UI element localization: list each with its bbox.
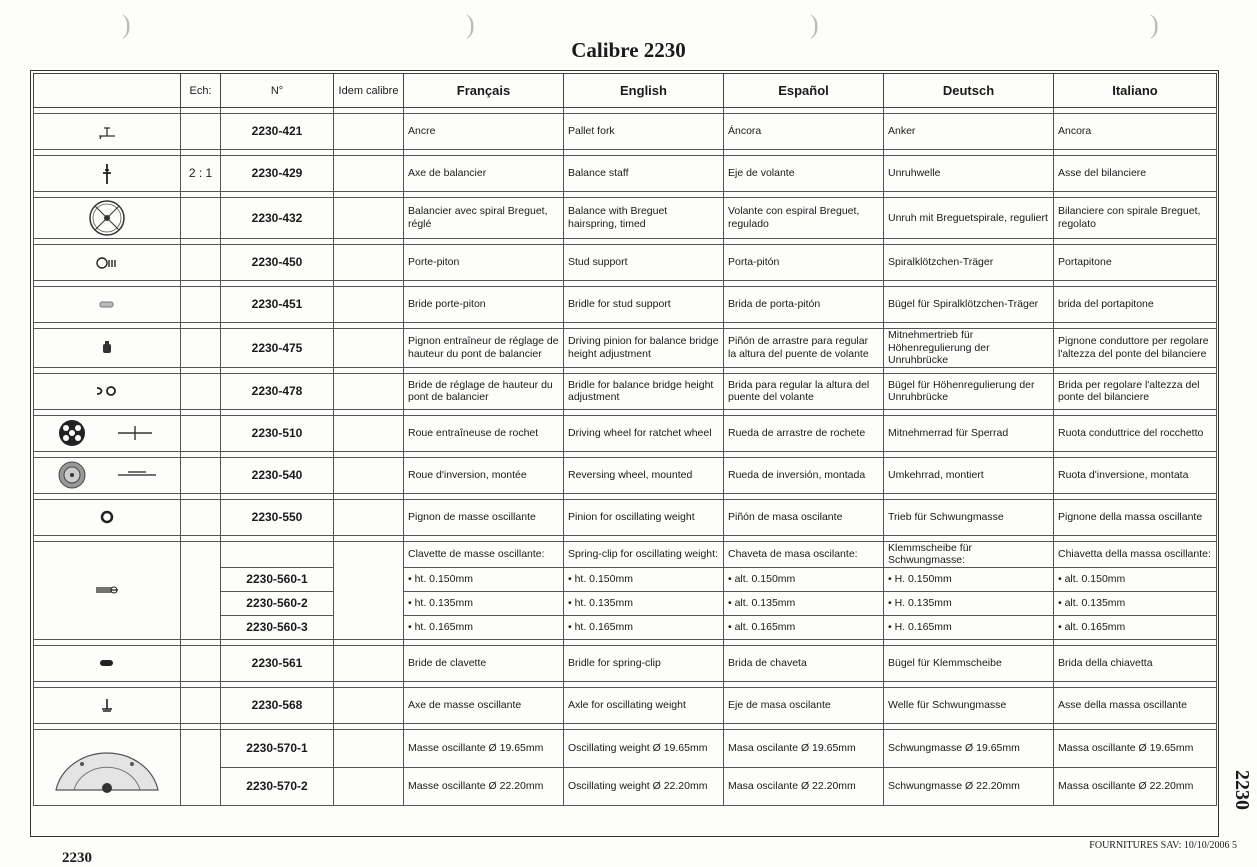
cell-de: Klemmscheibe für Schwungmasse: bbox=[884, 541, 1054, 567]
cell-it: • alt. 0.165mm bbox=[1054, 615, 1217, 639]
cell-idem bbox=[334, 329, 404, 368]
cell-es: Eje de masa oscilante bbox=[724, 687, 884, 723]
header-number: N° bbox=[221, 74, 334, 108]
header-idem: Idem calibre bbox=[334, 74, 404, 108]
cell-es: Brida para regular la altura del puente del volante bbox=[724, 373, 884, 409]
cell-idem bbox=[334, 687, 404, 723]
cell-it: Brida della chiavetta bbox=[1054, 645, 1217, 681]
side-label: 2230 bbox=[1231, 770, 1253, 810]
header-english: English bbox=[564, 74, 724, 108]
cell-it: Asse della massa oscillante bbox=[1054, 687, 1217, 723]
cell-fr: Masse oscillante Ø 19.65mm bbox=[404, 729, 564, 767]
cell-en: Bridle for spring-clip bbox=[564, 645, 724, 681]
part-image bbox=[34, 156, 181, 192]
cell-de: Schwungmasse Ø 19.65mm bbox=[884, 729, 1054, 767]
driving-wheel-icon bbox=[52, 427, 162, 439]
cell-it: Asse del bilanciere bbox=[1054, 156, 1217, 192]
cell-de: Welle für Schwungmasse bbox=[884, 687, 1054, 723]
cell-en: Balance with Breguet hairspring, timed bbox=[564, 198, 724, 239]
cell-de: Mitnehmertrieb für Höhenregulierung der Unruhbrücke bbox=[884, 329, 1054, 368]
cell-fr: Masse oscillante Ø 22.20mm bbox=[404, 767, 564, 805]
part-image bbox=[34, 729, 181, 805]
cell-es: Volante con espiral Breguet, regulado bbox=[724, 198, 884, 239]
cell-de: • H. 0.165mm bbox=[884, 615, 1054, 639]
cell-en: Oscillating weight Ø 19.65mm bbox=[564, 729, 724, 767]
cell-de: Bügel für Spiralklötzchen-Träger bbox=[884, 287, 1054, 323]
cell-idem bbox=[334, 541, 404, 639]
cell-it: brida del portapitone bbox=[1054, 287, 1217, 323]
cell-es: • alt. 0.135mm bbox=[724, 591, 884, 615]
header-italian: Italiano bbox=[1054, 74, 1217, 108]
cell-idem bbox=[334, 373, 404, 409]
oscillating-axle-icon bbox=[99, 699, 115, 711]
cell-number: 2230-451 bbox=[221, 287, 334, 323]
part-image bbox=[34, 245, 181, 281]
cell-de: Schwungmasse Ø 22.20mm bbox=[884, 767, 1054, 805]
cell-it: Pignone conduttore per regolare l'altezza del ponte del bilanciere bbox=[1054, 329, 1217, 368]
part-image bbox=[34, 541, 181, 639]
part-image bbox=[34, 114, 181, 150]
cell-es: Chaveta de masa oscilante: bbox=[724, 541, 884, 567]
cell-fr: • ht. 0.165mm bbox=[404, 615, 564, 639]
cell-fr: Balancier avec spiral Breguet, réglé bbox=[404, 198, 564, 239]
cell-de: • H. 0.150mm bbox=[884, 567, 1054, 591]
cell-fr: Ancre bbox=[404, 114, 564, 150]
table-row bbox=[34, 156, 1217, 192]
cell-de: • H. 0.135mm bbox=[884, 591, 1054, 615]
part-image bbox=[34, 687, 181, 723]
cell-ech bbox=[181, 373, 221, 409]
header-row bbox=[34, 74, 1217, 108]
cell-en: Pallet fork bbox=[564, 114, 724, 150]
cell-it: Ruota conduttrice del rocchetto bbox=[1054, 415, 1217, 451]
cell-fr: Pignon de masse oscillante bbox=[404, 499, 564, 535]
cell-de: Bügel für Höhenregulierung der Unruhbrücke bbox=[884, 373, 1054, 409]
cell-ech bbox=[181, 499, 221, 535]
table-row bbox=[34, 499, 1217, 535]
table-row bbox=[34, 645, 1217, 681]
cell-it: Pignone della massa oscillante bbox=[1054, 499, 1217, 535]
cell-it: Ancora bbox=[1054, 114, 1217, 150]
cell-fr: Axe de masse oscillante bbox=[404, 687, 564, 723]
cell-it: Chiavetta della massa oscillante: bbox=[1054, 541, 1217, 567]
cell-es: Masa oscilante Ø 22.20mm bbox=[724, 767, 884, 805]
cell-number bbox=[221, 541, 334, 567]
cell-de: Unruhwelle bbox=[884, 156, 1054, 192]
balance-staff-icon bbox=[100, 167, 114, 179]
cell-es: Porta-pitón bbox=[724, 245, 884, 281]
cell-fr: Roue d'inversion, montée bbox=[404, 457, 564, 493]
cell-it: Bilanciere con spirale Breguet, regolato bbox=[1054, 198, 1217, 239]
reversing-wheel-icon bbox=[52, 469, 162, 481]
cell-fr: Clavette de masse oscillante: bbox=[404, 541, 564, 567]
part-image bbox=[34, 198, 181, 239]
cell-es: Brida de chaveta bbox=[724, 645, 884, 681]
cell-idem bbox=[334, 645, 404, 681]
cell-idem bbox=[334, 457, 404, 493]
cell-number: 2230-475 bbox=[221, 329, 334, 368]
cell-es: Piñón de arrastre para regular la altura del puente de volante bbox=[724, 329, 884, 368]
cell-ech bbox=[181, 198, 221, 239]
cell-fr: • ht. 0.135mm bbox=[404, 591, 564, 615]
table-row bbox=[34, 457, 1217, 493]
part-image bbox=[34, 329, 181, 368]
cell-es: Rueda de arrastre de rochete bbox=[724, 415, 884, 451]
part-image bbox=[34, 457, 181, 493]
header-spanish: Español bbox=[724, 74, 884, 108]
cell-number: 2230-421 bbox=[221, 114, 334, 150]
cell-en: Driving wheel for ratchet wheel bbox=[564, 415, 724, 451]
cell-idem bbox=[334, 767, 404, 805]
part-image bbox=[34, 373, 181, 409]
table-row bbox=[34, 541, 1217, 567]
cell-idem bbox=[334, 198, 404, 239]
cell-ech bbox=[181, 329, 221, 368]
stud-support-icon bbox=[93, 256, 121, 268]
cell-idem bbox=[334, 415, 404, 451]
part-image bbox=[34, 499, 181, 535]
cell-fr: • ht. 0.150mm bbox=[404, 567, 564, 591]
cell-es: Brida de porta-pitón bbox=[724, 287, 884, 323]
cell-es: Eje de volante bbox=[724, 156, 884, 192]
cell-ech bbox=[181, 541, 221, 639]
table-row bbox=[34, 198, 1217, 239]
cell-de: Trieb für Schwungmasse bbox=[884, 499, 1054, 535]
parts-table bbox=[33, 73, 1217, 806]
cell-it: • alt. 0.135mm bbox=[1054, 591, 1217, 615]
cell-idem bbox=[334, 156, 404, 192]
cell-number: 2230-561 bbox=[221, 645, 334, 681]
cell-number: 2230-429 bbox=[221, 156, 334, 192]
cell-en: Bridle for balance bridge height adjustment bbox=[564, 373, 724, 409]
cell-ech bbox=[181, 457, 221, 493]
cell-ech bbox=[181, 287, 221, 323]
cell-it: Brida per regolare l'altezza del ponte del bilanciere bbox=[1054, 373, 1217, 409]
cell-ech bbox=[181, 245, 221, 281]
cell-idem bbox=[334, 245, 404, 281]
height-bridle-icon bbox=[95, 385, 119, 397]
header-ech: Ech: bbox=[181, 74, 221, 108]
cell-es: Áncora bbox=[724, 114, 884, 150]
oscillating-weight-icon bbox=[52, 761, 162, 773]
part-image bbox=[34, 287, 181, 323]
cell-idem bbox=[334, 114, 404, 150]
cell-ech bbox=[181, 645, 221, 681]
cell-de: Unruh mit Breguetspirale, reguliert bbox=[884, 198, 1054, 239]
cell-en: Bridle for stud support bbox=[564, 287, 724, 323]
cell-idem bbox=[334, 287, 404, 323]
cell-ech: 2 : 1 bbox=[181, 156, 221, 192]
cell-en: Reversing wheel, mounted bbox=[564, 457, 724, 493]
cell-de: Bügel für Klemmscheibe bbox=[884, 645, 1054, 681]
cell-es: • alt. 0.165mm bbox=[724, 615, 884, 639]
cell-fr: Porte-piton bbox=[404, 245, 564, 281]
cell-number: 2230-570-1 bbox=[221, 729, 334, 767]
cell-de: Umkehrrad, montiert bbox=[884, 457, 1054, 493]
table-row bbox=[34, 729, 1217, 767]
cell-fr: Bride porte-piton bbox=[404, 287, 564, 323]
cell-number: 2230-450 bbox=[221, 245, 334, 281]
table-row bbox=[34, 373, 1217, 409]
cell-number: 2230-560-2 bbox=[221, 591, 334, 615]
cell-de: Mitnehmerrad für Sperrad bbox=[884, 415, 1054, 451]
cell-ech bbox=[181, 687, 221, 723]
cell-it: • alt. 0.150mm bbox=[1054, 567, 1217, 591]
cell-en: Stud support bbox=[564, 245, 724, 281]
cell-number: 2230-560-1 bbox=[221, 567, 334, 591]
cell-ech bbox=[181, 415, 221, 451]
table-row bbox=[34, 114, 1217, 150]
cell-number: 2230-568 bbox=[221, 687, 334, 723]
cell-es: Rueda de inversión, montada bbox=[724, 457, 884, 493]
table-row bbox=[34, 329, 1217, 368]
cell-fr: Axe de balancier bbox=[404, 156, 564, 192]
table-row bbox=[34, 287, 1217, 323]
parts-table-frame bbox=[30, 70, 1219, 837]
part-image bbox=[34, 415, 181, 451]
cell-it: Ruota d'inversione, montata bbox=[1054, 457, 1217, 493]
page-title: Calibre 2230 bbox=[571, 38, 686, 62]
pallet-fork-icon bbox=[96, 125, 118, 137]
cell-fr: Roue entraîneuse de rochet bbox=[404, 415, 564, 451]
cell-en: Spring-clip for oscillating weight: bbox=[564, 541, 724, 567]
header-image bbox=[34, 74, 181, 108]
balance-wheel-icon bbox=[87, 212, 127, 224]
cell-number: 2230-510 bbox=[221, 415, 334, 451]
bottom-label: 2230 bbox=[62, 850, 92, 866]
cell-en: Oscillating weight Ø 22.20mm bbox=[564, 767, 724, 805]
cell-es: Masa oscilante Ø 19.65mm bbox=[724, 729, 884, 767]
table-row bbox=[34, 687, 1217, 723]
cell-de: Spiralklötzchen-Träger bbox=[884, 245, 1054, 281]
cell-ech bbox=[181, 729, 221, 805]
cell-en: Driving pinion for balance bridge height adjustment bbox=[564, 329, 724, 368]
cell-es: Piñón de masa oscilante bbox=[724, 499, 884, 535]
cell-number: 2230-478 bbox=[221, 373, 334, 409]
pinion-icon bbox=[101, 342, 113, 354]
spring-clip-bridle-icon bbox=[98, 657, 116, 669]
cell-fr: Pignon entraîneur de réglage de hauteur du pont de balancier bbox=[404, 329, 564, 368]
spring-clip-icon bbox=[94, 584, 120, 596]
cell-number: 2230-570-2 bbox=[221, 767, 334, 805]
cell-fr: Bride de clavette bbox=[404, 645, 564, 681]
cell-fr: Bride de réglage de hauteur du pont de balancier bbox=[404, 373, 564, 409]
part-image bbox=[34, 645, 181, 681]
cell-idem bbox=[334, 499, 404, 535]
bridle-icon bbox=[97, 298, 117, 310]
cell-it: Portapitone bbox=[1054, 245, 1217, 281]
cell-es: • alt. 0.150mm bbox=[724, 567, 884, 591]
cell-ech bbox=[181, 114, 221, 150]
cell-en: • ht. 0.165mm bbox=[564, 615, 724, 639]
cell-it: Massa oscillante Ø 22.20mm bbox=[1054, 767, 1217, 805]
cell-number: 2230-432 bbox=[221, 198, 334, 239]
cell-en: • ht. 0.150mm bbox=[564, 567, 724, 591]
cell-number: 2230-540 bbox=[221, 457, 334, 493]
header-french: Français bbox=[404, 74, 564, 108]
cell-de: Anker bbox=[884, 114, 1054, 150]
footer-text: FOURNITURES SAV: 10/10/2006 5 bbox=[1089, 840, 1237, 851]
cell-en: • ht. 0.135mm bbox=[564, 591, 724, 615]
cell-en: Balance staff bbox=[564, 156, 724, 192]
table-row bbox=[34, 415, 1217, 451]
cell-it: Massa oscillante Ø 19.65mm bbox=[1054, 729, 1217, 767]
cell-en: Pinion for oscillating weight bbox=[564, 499, 724, 535]
header-german: Deutsch bbox=[884, 74, 1054, 108]
cell-number: 2230-560-3 bbox=[221, 615, 334, 639]
weight-pinion-icon bbox=[99, 511, 115, 523]
cell-number: 2230-550 bbox=[221, 499, 334, 535]
cell-idem bbox=[334, 729, 404, 767]
table-row bbox=[34, 245, 1217, 281]
cell-en: Axle for oscillating weight bbox=[564, 687, 724, 723]
